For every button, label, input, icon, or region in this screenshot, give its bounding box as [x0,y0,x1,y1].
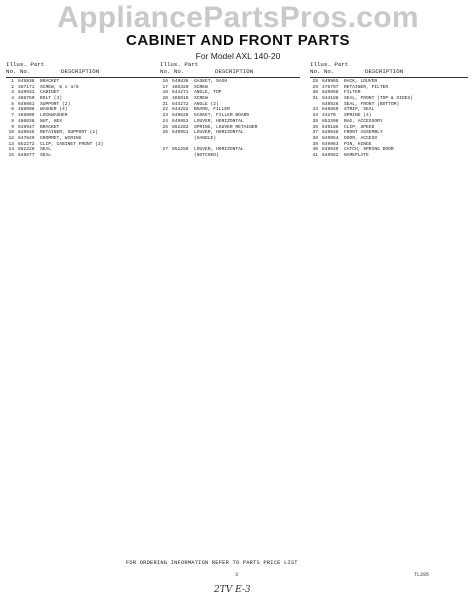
part-number: 649949 [322,147,339,153]
header-rule [6,77,168,78]
parts-column-3 [310,61,472,158]
illus-number: 5 [11,101,14,107]
illus-number: 17 [162,84,168,90]
illus-number: 15 [8,152,14,158]
illus-number: 1 [11,79,14,84]
column-header [160,62,310,76]
part-description: BOARD, FILLER [194,107,230,113]
part-number: 649877 [18,152,35,158]
part-description: BOLT (4) [40,96,63,102]
page-number: 3 [235,572,239,578]
part-description: FRONT ASSEMBLY [344,130,383,136]
part-number: 649951 [172,130,189,136]
illus-number: 38 [312,135,318,141]
part-number: 649626 [172,113,189,119]
part-description: LOUVER, HORIZONTAL [194,147,244,153]
part-description: RACK, LOUVER [344,79,378,84]
page-title: CABINET AND FRONT PARTS [126,32,350,49]
illus-number: 37 [312,130,318,136]
part-number: 852220 [18,147,35,153]
part-description: SCREW [194,84,208,90]
part-description: CABINET [40,90,60,96]
illus-number: 13 [8,141,14,147]
part-number: 649933 [18,90,35,96]
part-number: 486320 [172,84,189,90]
header-no-no: No. No. [6,67,31,75]
part-description: SPRING (4) [344,113,372,119]
illus-number: 20 [162,96,168,102]
part-description: CLIP, CABINET FRONT (3) [40,141,104,147]
part-description: (NOTCHED) [194,152,219,158]
header-description: DESCRIPTION [215,67,254,75]
part-description: PIN, HINGE [344,141,372,147]
part-description: CLIP, SPEED [344,124,375,130]
illus-number: 3 [11,90,14,96]
illus-number: 18 [162,90,168,96]
illus-number: 41 [312,152,318,158]
part-description: GROMMET, WIRING [40,135,82,141]
part-number: 649963 [322,141,339,147]
header-illus-part: Illus. Part [310,61,349,68]
illus-number: 30 [312,90,318,96]
illus-number: 22 [162,107,168,113]
part-description: RETAINER, FILTER [344,84,389,90]
part-description: LOCKWASHER [40,113,68,119]
header-illus-part: Illus. Part [160,61,199,68]
illus-number: 7 [11,113,14,119]
part-number: 649926 [322,101,339,107]
illus-number: 31 [312,96,318,102]
part-number: 644188 [322,96,339,102]
illus-number: 4 [11,96,14,102]
part-number: 486009 [18,113,35,119]
part-description: SEAL [40,147,52,153]
illus-number: 6 [11,107,14,113]
illus-number: 40 [312,147,318,153]
part-number: 486036 [18,118,35,124]
illus-number: 16 [162,79,168,84]
illus-number: 35 [312,118,318,124]
part-number: 649838 [18,79,35,84]
part-number: 649947 [18,124,35,130]
part-description: SEAL, FRONT (BOTTOM) [344,101,400,107]
part-description: SPRING, LOUVER RETAINER [194,124,258,130]
part-number: 488008 [18,107,35,113]
part-description: BRACKET [40,124,60,130]
column-header [310,62,472,76]
part-number: 644271 [172,90,189,96]
illus-number: 39 [312,141,318,147]
part-number: 852272 [18,141,35,147]
header-description: DESCRIPTION [365,67,404,75]
column-header [6,62,176,76]
illus-number: 25 [162,124,168,130]
illus-number: 12 [8,135,14,141]
document-code: TL295 [414,572,430,578]
part-number: 649948 [322,130,339,136]
illus-number: 33 [312,107,318,113]
illus-number: 29 [312,84,318,90]
part-number: 649946 [18,130,35,136]
illus-number: 28 [312,79,318,84]
part-description: NAMEPLATE [344,152,369,158]
part-description: SEAL [40,152,52,158]
header-description: DESCRIPTION [61,67,100,75]
illus-number: 26 [162,130,168,136]
part-number: 646859 [322,107,339,113]
model-line: For Model AXL 140-20 [195,51,281,61]
part-number: 649861 [18,101,35,107]
part-description: CATCH, SPRING DOOR [344,147,394,153]
illus-number: 10 [8,130,14,136]
part-description: FILTER [344,90,361,96]
part-description: STRIP, SEAL [344,107,375,113]
illus-number: 36 [312,124,318,130]
part-number: 649965 [322,79,339,84]
illus-number: 21 [162,101,168,107]
header-illus-part: Illus. Part [6,61,45,68]
illus-number: 34 [312,113,318,119]
part-description: LOUVER, HORIZONTAL [194,130,244,136]
part-description: (HANDLE) [194,135,217,141]
header-no-no: No. No. [310,67,335,75]
part-description: NUT, HEX [40,118,63,124]
part-number: 487171 [18,84,35,90]
part-number: 649185 [322,124,339,130]
part-number: 485010 [172,96,189,102]
part-number: 649962 [322,152,339,158]
part-description: ANGLE, TOP [194,90,222,96]
parts-column-2 [160,61,310,158]
illus-number: 24 [162,118,168,124]
part-number: 647849 [18,135,35,141]
header-no-no: No. No. [160,67,185,75]
part-number: 488750 [18,96,35,102]
part-number: 852282 [172,124,189,130]
part-number: 649836 [172,79,189,84]
illus-number: 9 [11,124,14,130]
part-description: SCREW [194,96,208,102]
part-description: WASHER (4) [40,107,68,113]
header-rule [160,77,300,78]
part-description: BRACKET [40,79,60,84]
ordering-note: FOR ORDERING INFORMATION REFER TO PARTS PRICE LIST [126,560,298,566]
part-number: 644272 [172,101,189,107]
part-description: GASKET, SASH [194,79,228,84]
part-number: 476797 [322,84,339,90]
handwritten-annotation: 2TV E-3 [214,585,251,595]
part-number: 649958 [322,90,339,96]
part-description: BAG, ACCESSORY [344,118,383,124]
header-rule [310,77,468,78]
illus-number: 8 [11,118,14,124]
illus-number: 2 [11,84,14,90]
part-description: GASKET, FILLER BOARD [194,113,250,119]
illus-number: 14 [8,147,14,153]
part-description: RETAINER, SUPPORT (2) [40,130,98,136]
part-description: SUPPORT (2) [40,101,71,107]
part-description: SCREW, 8 x 3/8 [40,84,79,90]
illus-number: 23 [162,113,168,119]
part-number: 649954 [322,135,339,141]
part-number: 852256 [172,147,189,153]
part-number: 649953 [172,118,189,124]
part-description: LOUVER, HORIZONTAL [194,118,244,124]
part-number: 43270 [322,113,336,119]
illus-number: 27 [162,147,168,153]
part-description: ANGLE (2) [194,101,219,107]
part-number: 644282 [172,107,189,113]
part-number: 853308 [322,118,339,124]
watermark: AppliancePartsPros.com [57,1,419,34]
part-description: DOOR, ACCESS [344,135,378,141]
part-description: SEAL, FRONT (TOP & SIDES) [344,96,413,102]
